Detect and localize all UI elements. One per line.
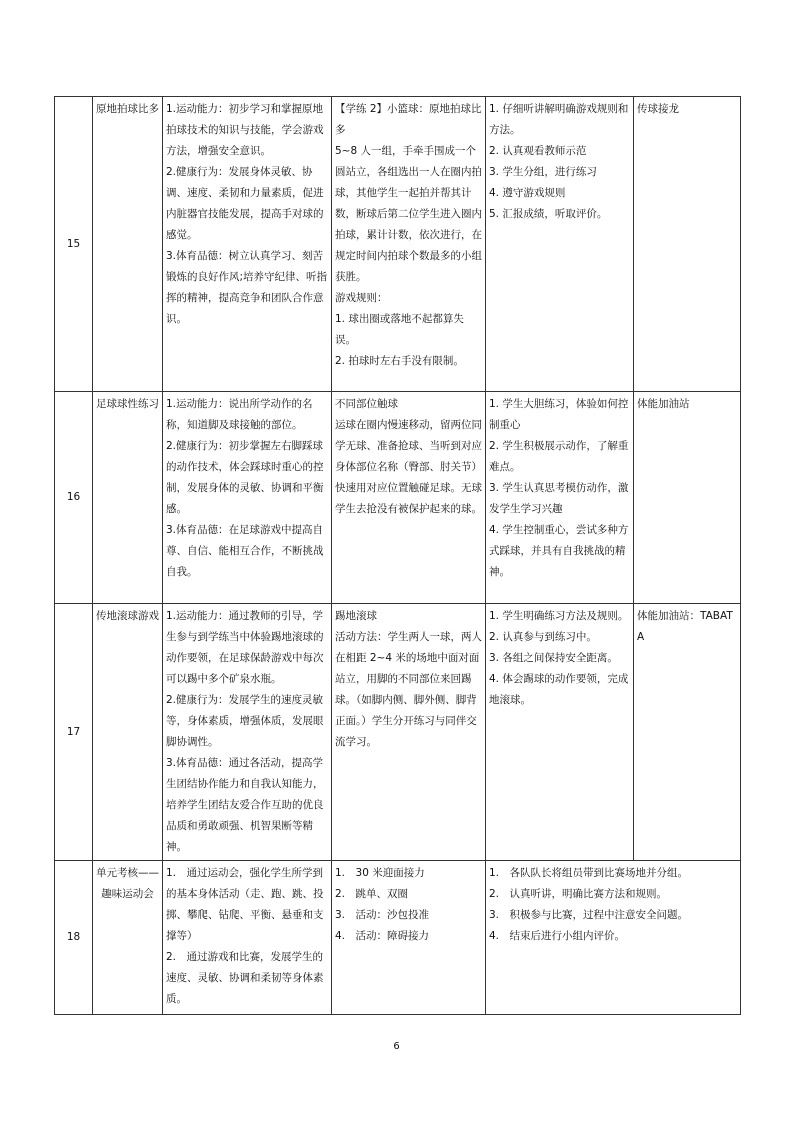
content-item: 【学练 2】小篮球：原地拍球比多 xyxy=(335,103,482,136)
content-item: 不同部位触球 xyxy=(335,398,398,410)
content-item: 踢地滚球 xyxy=(335,610,377,622)
table-row xyxy=(55,392,741,604)
content-item: 活动方法：学生两人一球，两人在相距 2~4 米的场地中面对面站立，用脚的不同部位来回踢球。（如脚内侧、脚外侧、脚背正面。）学生分开练习与同伴交流学习。 xyxy=(335,631,482,748)
step-item: 3. 积极参与比赛，过程中注意安全问题。 xyxy=(489,909,689,921)
lesson-goals xyxy=(163,392,332,604)
step-item: 4. 遵守游戏规则 xyxy=(489,187,566,199)
content-item: 1. 球出圈或落地不起都算失误。 xyxy=(335,313,464,346)
goal-item: 3.体育品德：在足球游戏中提高自尊、自信、能相互合作，不断挑战自我。 xyxy=(166,524,324,578)
lesson-steps xyxy=(486,604,634,861)
content-item: 游戏规则： xyxy=(335,292,388,304)
lesson-number: 18 xyxy=(55,861,93,1015)
lesson-steps xyxy=(486,861,741,1015)
goal-item: 2.健康行为：发展学生的速度灵敏等，身体素质，增强体质，发展眼脚协调性。 xyxy=(166,694,324,748)
step-item: 4. 结束后进行小组内评价。 xyxy=(489,930,626,942)
step-item: 2. 认真听讲，明确比赛方法和规则。 xyxy=(489,888,668,900)
step-item: 4. 学生控制重心，尝试多种方式踩球，并具有自我挑战的精神。 xyxy=(489,524,629,578)
table-row xyxy=(55,604,741,861)
step-item: 2. 学生积极展示动作，了解重难点。 xyxy=(489,440,629,473)
step-item: 2. 认真参与到练习中。 xyxy=(489,631,597,643)
lesson-number: 17 xyxy=(55,604,93,861)
lesson-steps xyxy=(486,392,634,604)
goal-item: 2. 通过游戏和比赛，发展学生的速度、灵敏、协调和柔韧等身体素质。 xyxy=(166,951,324,1005)
page-number: 6 xyxy=(393,1041,400,1052)
lesson-extra: 体能加油站：TABATA xyxy=(634,604,741,861)
goal-item: 1.运动能力：通过教师的引导，学生参与到学练当中体验踢地滚球的动作要领，在足球保龄游戏中每次可以踢中多个矿泉水瓶。 xyxy=(166,610,324,685)
step-item: 1. 学生大胆练习，体验如何控制重心 xyxy=(489,398,629,431)
content-item: 5~8 人一组，手牵手围成一个圆站立，各组选出一人在圈内拍球，其他学生一起拍并帮其计数，断球后第二位学生进入圈内拍球，累计计数，依次进行，在规定时间内拍球个数最多的小组获胜。 xyxy=(335,145,482,283)
lesson-goals xyxy=(163,97,332,392)
goal-item: 3.体育品德：通过各活动，提高学生团结协作能力和自我认知能力，培养学生团结友爱合作互助的优良品质和勇敢顽强、机智果断等精神。 xyxy=(166,757,324,853)
content-item: 3. 活动：沙包投准 xyxy=(335,909,430,921)
lesson-goals xyxy=(163,861,332,1015)
lesson-plan-table xyxy=(54,96,741,1015)
lesson-number: 16 xyxy=(55,392,93,604)
content-item: 运球在圈内慢速移动，留两位同学无球、准备抢球、当听到对应身体部位名称（臀部、肘关节）快速用对应位置触碰足球。无球学生去抢没有被保护起来的球。 xyxy=(335,419,482,515)
step-item: 1. 学生明确练习方法及规则。 xyxy=(489,610,629,622)
lesson-title: 足球球性练习 xyxy=(93,392,163,604)
lesson-number: 15 xyxy=(55,97,93,392)
lesson-extra: 体能加油站 xyxy=(634,392,741,604)
step-item: 1. 各队队长将组员带到比赛场地并分组。 xyxy=(489,867,689,879)
lesson-content xyxy=(332,604,486,861)
step-item: 3. 学生分组，进行练习 xyxy=(489,166,597,178)
lesson-content xyxy=(332,861,486,1015)
lesson-content xyxy=(332,392,486,604)
goal-item: 1.运动能力：初步学习和掌握原地拍球技术的知识与技能，学会游戏方法，增强安全意识。 xyxy=(166,103,324,157)
step-item: 3. 学生认真思考模仿动作，激发学生学习兴趣 xyxy=(489,482,629,515)
lesson-steps xyxy=(486,97,634,392)
goal-item: 1. 通过运动会，强化学生所学到的基本身体活动（走、跑、跳、投掷、攀爬、钻爬、平衡、悬垂和支撑等） xyxy=(166,867,324,942)
goal-item: 1.运动能力：说出所学动作的名称，知道脚及球接触的部位。 xyxy=(166,398,313,431)
content-item: 1. 30 米迎面接力 xyxy=(335,867,425,879)
lesson-goals xyxy=(163,604,332,861)
content-item: 4. 活动：障碍接力 xyxy=(335,930,430,942)
lesson-title: 原地拍球比多 xyxy=(93,97,163,392)
step-item: 4. 体会踢球的动作要领，完成地滚球。 xyxy=(489,673,629,706)
step-item: 2. 认真观看教师示范 xyxy=(489,145,587,157)
step-item: 3. 各组之间保持安全距离。 xyxy=(489,652,618,664)
table-row xyxy=(55,97,741,392)
content-item: 2. 跳单、双圈 xyxy=(335,888,409,900)
goal-item: 3.体育品德：树立认真学习、刻苦锻炼的良好作风;培养守纪律、听指挥的精神，提高竞争和团队合作意识。 xyxy=(166,250,328,325)
step-item: 5. 汇报成绩，听取评价。 xyxy=(489,208,608,220)
table-row xyxy=(55,861,741,1015)
goal-item: 2.健康行为：初步掌握左右脚踩球的动作技术，体会踩球时重心的控制，发展身体的灵敏、协调和平衡感。 xyxy=(166,440,324,515)
lesson-content xyxy=(332,97,486,392)
content-item: 2. 拍球时左右手没有限制。 xyxy=(335,355,464,367)
lesson-title: 传地滚球游戏 xyxy=(93,604,163,861)
step-item: 1. 仔细听讲解明确游戏规则和方法。 xyxy=(489,103,629,136)
lesson-title: 单元考核——趣味运动会 xyxy=(93,861,163,1015)
goal-item: 2.健康行为：发展身体灵敏、协调、速度、柔韧和力量素质，促进内脏器官技能发展，提高手对球的感觉。 xyxy=(166,166,324,241)
lesson-extra: 传球接龙 xyxy=(634,97,741,392)
